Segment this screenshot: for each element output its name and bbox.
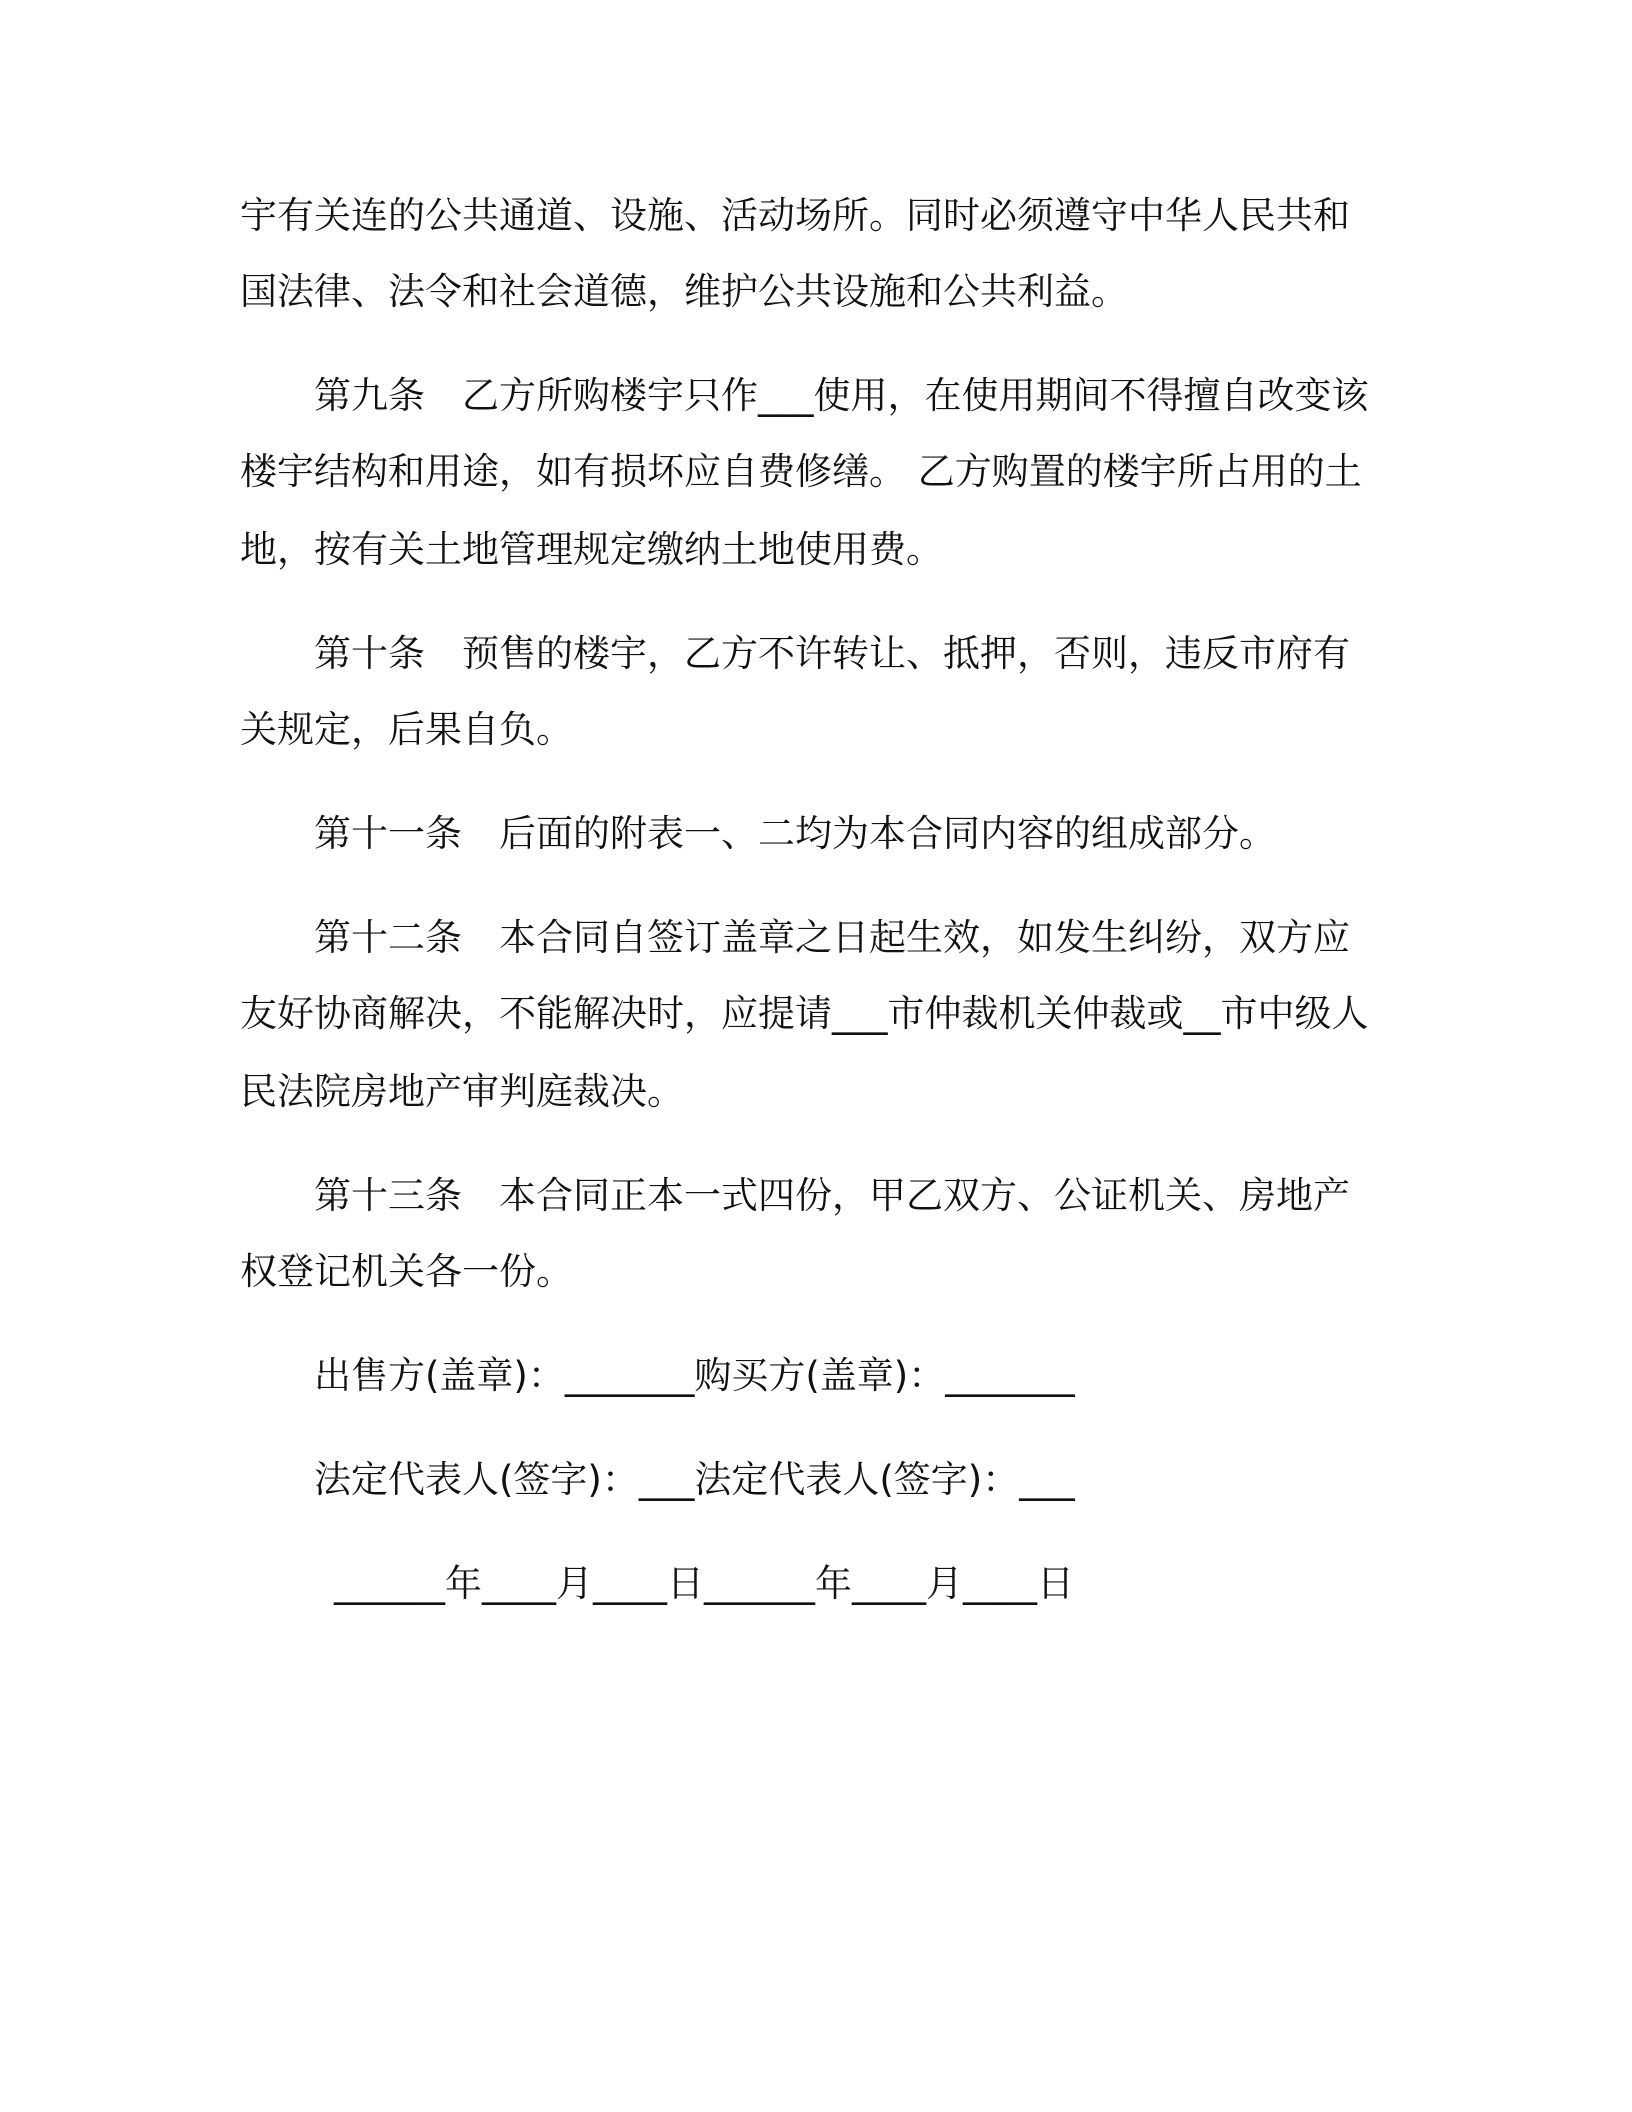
article-12-line: 第十二条 本合同自签订盖章之日起生效，如发生纠纷，双方应 bbox=[314, 916, 1350, 959]
paragraph-line: 宇有关连的公共通道、设施、活动场所。同时必须遵守中华人民共和 bbox=[240, 194, 1350, 237]
date-line: ______年____月____日______年____月____日 bbox=[334, 1562, 1074, 1605]
article-11-line: 第十一条 后面的附表一、二均为本合同内容的组成部分。 bbox=[314, 812, 1276, 855]
article-13-line: 第十三条 本合同正本一式四份，甲乙双方、公证机关、房地产 bbox=[314, 1174, 1350, 1217]
article-10-line: 第十条 预售的楼宇，乙方不许转让、抵押，否则，违反市府有 bbox=[314, 632, 1350, 675]
article-10-line: 关规定，后果自负。 bbox=[240, 708, 573, 751]
article-9-line: 第九条 乙方所购楼宇只作___使用，在使用期间不得擅自改变该 bbox=[314, 374, 1369, 417]
representative-line: 法定代表人(签字)：___法定代表人(签字)：___ bbox=[314, 1458, 1075, 1501]
article-12-line: 民法院房地产审判庭裁决。 bbox=[240, 1070, 684, 1113]
article-12-line: 友好协商解决，不能解决时，应提请___市仲裁机关仲裁或__市中级人 bbox=[240, 992, 1369, 1035]
paragraph-line: 国法律、法令和社会道德，维护公共设施和公共利益。 bbox=[240, 270, 1128, 313]
seal-line: 出售方(盖章)：_______购买方(盖章)：_______ bbox=[314, 1354, 1075, 1397]
article-9-line: 地，按有关土地管理规定缴纳土地使用费。 bbox=[240, 528, 943, 571]
article-13-line: 权登记机关各一份。 bbox=[240, 1250, 573, 1293]
article-9-line: 楼宇结构和用途，如有损坏应自费修缮。 乙方购置的楼宇所占用的土 bbox=[240, 450, 1362, 493]
